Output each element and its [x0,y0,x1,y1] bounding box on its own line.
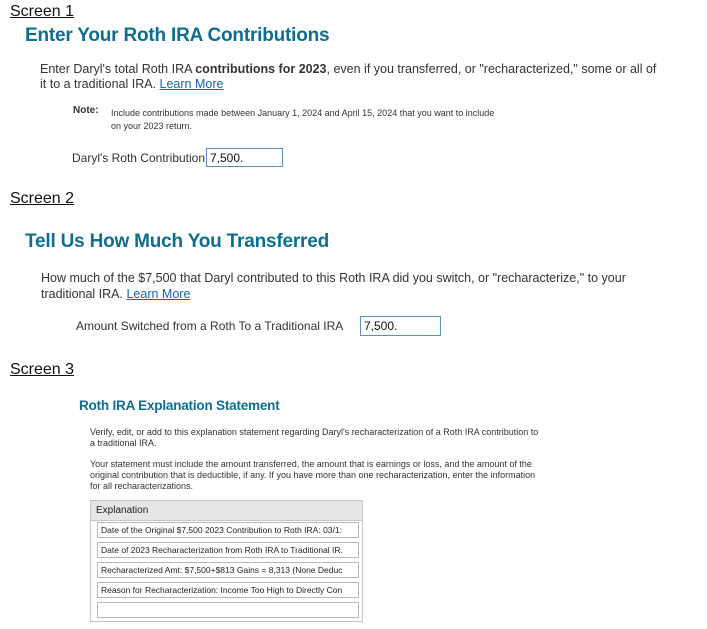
screen-2-label: Screen 2 [10,190,75,207]
amount-switched-input[interactable] [360,316,441,336]
learn-more-link[interactable]: Learn More [159,77,224,91]
screen-1-label: Screen 1 [10,3,75,20]
verify-text: Verify, edit, or add to this explanation statement regarding Daryl's recharacterization of a Roth IRA contribution to a traditional IRA. [90,427,539,448]
explanation-table [90,500,363,622]
question-text: How much of the $7,500 that Daryl contributed to this Roth IRA did you switch, or "recharacterize," to your traditional IRA. Learn More [41,271,626,301]
roth-contribution-label: Daryl's Roth Contribution [72,151,206,165]
amount-switched-label: Amount Switched from a Roth To a Traditional IRA [76,319,344,333]
page-title: Tell Us How Much You Transferred [25,231,329,252]
explanation-header: Explanation [91,501,362,521]
learn-more-link[interactable]: Learn More [126,287,191,301]
explanation-row-input[interactable]: Date of the Original $7,500 2023 Contribution to Roth IRA: 03/1: [97,522,359,538]
explanation-row-input[interactable] [97,602,359,618]
page-title: Enter Your Roth IRA Contributions [25,25,330,46]
roth-contribution-input[interactable] [206,148,283,167]
explanation-row-input[interactable]: Reason for Recharacterization: Income Too High to Directly Con [97,582,359,598]
intro-text: Enter Daryl's total Roth IRA contributions for 2023, even if you transferred, or "recharacterized," some or all of it to a traditional IRA. Learn More [40,62,657,91]
note-label: Note: [73,105,99,116]
page-title: Roth IRA Explanation Statement [79,398,280,413]
statement-requirements-text: Your statement must include the amount transferred, the amount that is earnings or loss, and the amount of the original contribution that is deductible, if any. If you have more than one recharacterization, enter the information for all recharacterizations. [90,459,536,491]
screen-3-label: Screen 3 [10,361,75,378]
explanation-row-input[interactable]: Recharacterized Amt: $7,500+$813 Gains = 8,313 (None Deduc [97,562,359,578]
note-text: Include contributions made between January 1, 2024 and April 15, 2024 that you want to include on your 2023 return. [111,108,495,131]
explanation-row-input[interactable]: Date of 2023 Recharacterization from Roth IRA to Traditional IR. [97,542,359,558]
